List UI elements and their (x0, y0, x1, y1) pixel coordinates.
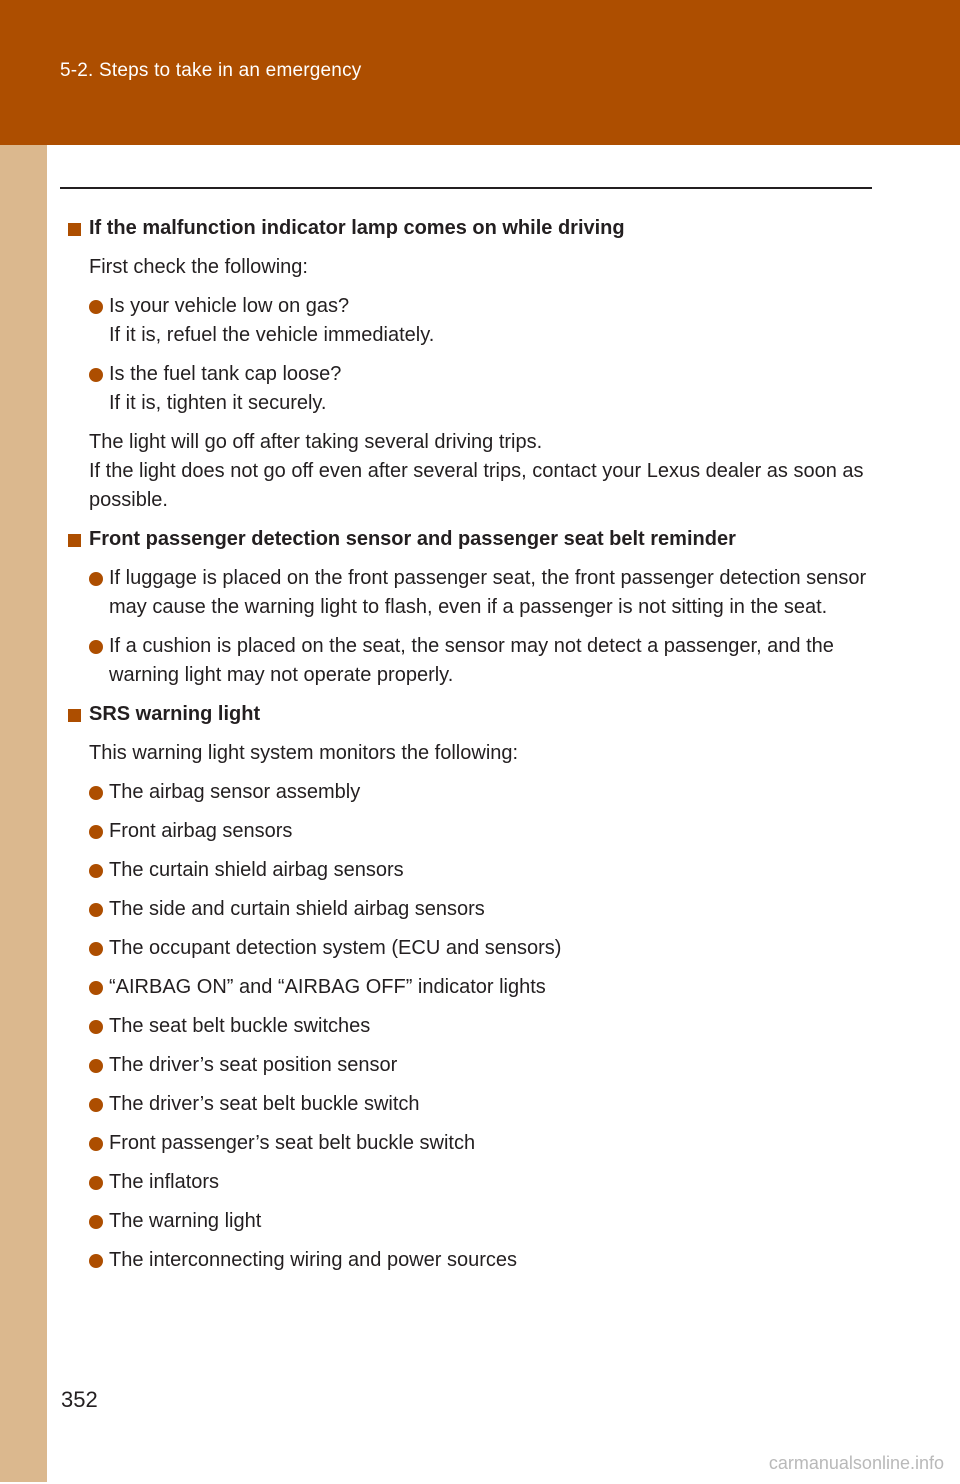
circle-bullet-icon (89, 864, 103, 878)
content (68, 214, 868, 1285)
header-bar (0, 0, 960, 145)
list-item (68, 778, 868, 807)
divider-rule (60, 187, 872, 189)
list-item-text: The seat belt buckle switches (109, 1015, 371, 1037)
list-item (68, 973, 868, 1002)
intro-text: First check the following: (89, 256, 308, 278)
circle-bullet-icon (89, 1176, 103, 1190)
list-item (68, 292, 868, 350)
list-item-text: The airbag sensor assembly (109, 781, 361, 803)
circle-bullet-icon (89, 942, 103, 956)
outro-text (68, 428, 868, 515)
side-strip (0, 0, 47, 1482)
list-item-text: The inflators (109, 1171, 220, 1193)
heading-malfunction-lamp (68, 214, 868, 243)
list-item (68, 1207, 868, 1236)
list-item (68, 1246, 868, 1275)
heading-passenger-detection (68, 525, 868, 554)
intro-text: This warning light system monitors the following: (89, 742, 519, 764)
list-item (68, 895, 868, 924)
list-item-text: The driver’s seat belt buckle switch (109, 1093, 420, 1115)
circle-bullet-icon (89, 1059, 103, 1073)
list-item (68, 934, 868, 963)
list-item-text: The warning light (109, 1210, 262, 1232)
list-item (68, 856, 868, 885)
circle-bullet-icon (89, 572, 103, 586)
list-item-subtext: If it is, tighten it securely. (109, 392, 327, 414)
circle-bullet-icon (89, 903, 103, 917)
heading-text: If the malfunction indicator lamp comes on while driving (89, 217, 625, 239)
list-item (68, 1051, 868, 1080)
list-item (68, 632, 868, 690)
circle-bullet-icon (89, 1020, 103, 1034)
list-item-text: If luggage is placed on the front passenger seat, the front passenger detection sensor may cause the warning light to flash, even if a passenger is not sitting in the seat. (109, 567, 867, 618)
circle-bullet-icon (89, 1254, 103, 1268)
square-bullet-icon (68, 534, 81, 547)
heading-srs-warning-light (68, 700, 868, 729)
list-item (68, 817, 868, 846)
list-item (68, 1090, 868, 1119)
section-title: 5-2. Steps to take in an emergency (60, 60, 362, 81)
circle-bullet-icon (89, 981, 103, 995)
list-item-text: The interconnecting wiring and power sources (109, 1249, 517, 1271)
watermark: carmanualsonline.info (768, 1453, 944, 1473)
list-item (68, 360, 868, 418)
list-item (68, 1168, 868, 1197)
circle-bullet-icon (89, 1137, 103, 1151)
list-item-text: The side and curtain shield airbag sensors (109, 898, 485, 920)
circle-bullet-icon (89, 1098, 103, 1112)
list-item-text: Front passenger’s seat belt buckle switch (109, 1132, 476, 1154)
outro-line-2: If the light does not go off even after several trips, contact your Lexus dealer as soon as possible. (89, 460, 864, 511)
list-item (68, 1129, 868, 1158)
heading-text: SRS warning light (89, 703, 261, 725)
square-bullet-icon (68, 223, 81, 236)
circle-bullet-icon (89, 786, 103, 800)
circle-bullet-icon (89, 300, 103, 314)
circle-bullet-icon (89, 368, 103, 382)
list-item-text: Front airbag sensors (109, 820, 293, 842)
page-number: 352 (61, 1387, 98, 1412)
circle-bullet-icon (89, 825, 103, 839)
circle-bullet-icon (89, 640, 103, 654)
list-item-text: The driver’s seat position sensor (109, 1054, 398, 1076)
list-item-text: The curtain shield airbag sensors (109, 859, 404, 881)
list-item-text: Is the fuel tank cap loose? (109, 363, 342, 385)
list-item-text: If a cushion is placed on the seat, the sensor may not detect a passenger, and the warning light may not operate properly. (109, 635, 834, 686)
list-item-text: The occupant detection system (ECU and sensors) (109, 937, 562, 959)
list-item-subtext: If it is, refuel the vehicle immediately. (109, 324, 435, 346)
outro-line-1: The light will go off after taking several driving trips. (89, 431, 543, 453)
list-item-text: Is your vehicle low on gas? (109, 295, 350, 317)
list-item (68, 564, 868, 622)
list-item (68, 1012, 868, 1041)
list-item-text: “AIRBAG ON” and “AIRBAG OFF” indicator lights (109, 976, 546, 998)
square-bullet-icon (68, 709, 81, 722)
circle-bullet-icon (89, 1215, 103, 1229)
heading-text: Front passenger detection sensor and passenger seat belt reminder (89, 528, 736, 550)
